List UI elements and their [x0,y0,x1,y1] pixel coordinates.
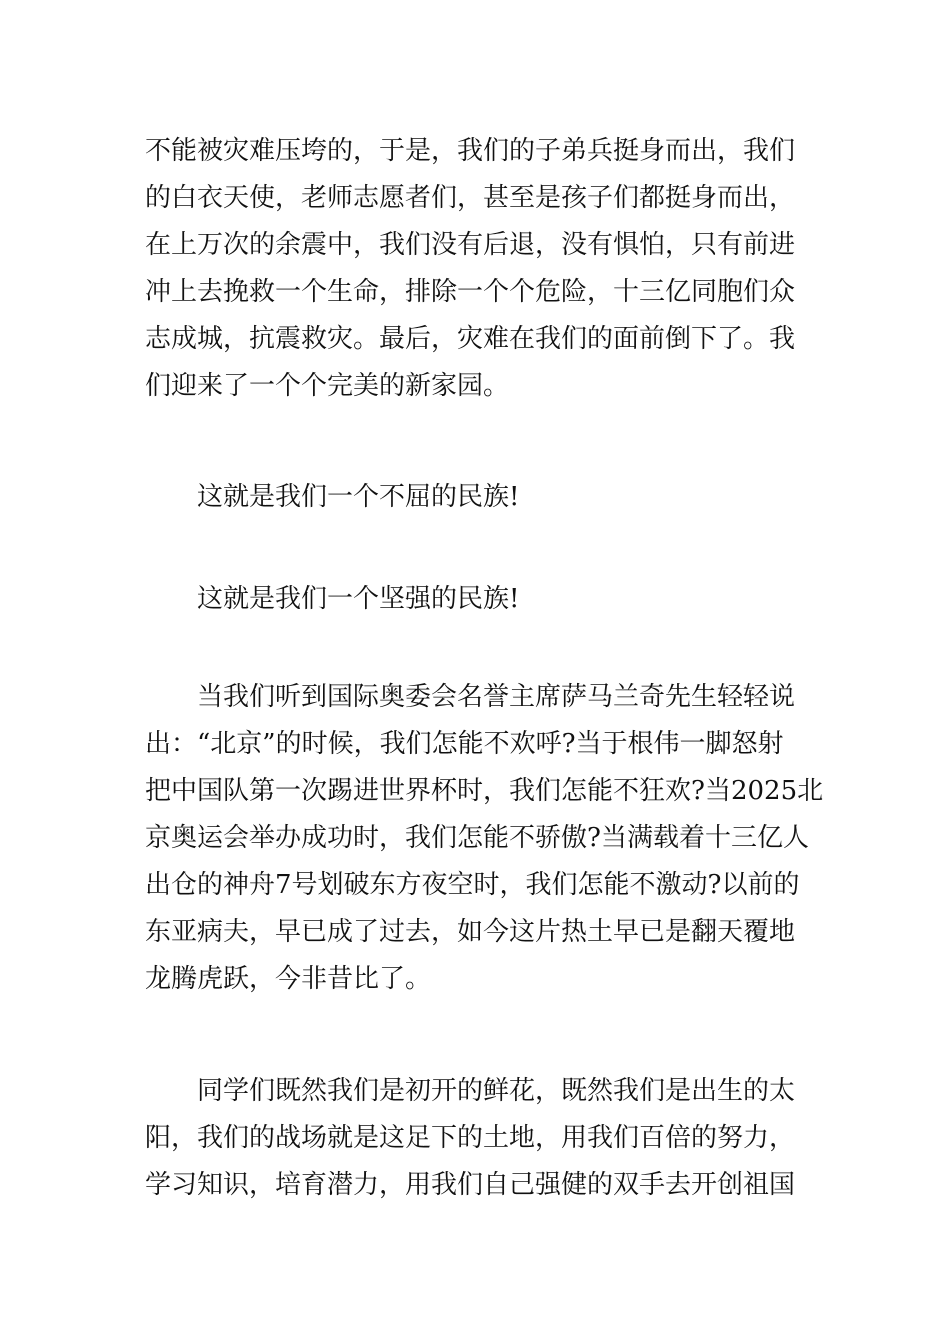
text-line: 龙腾虎跃，今非昔比了。 [145,964,432,994]
text-line: 们迎来了一个个完美的新家园。 [145,371,510,401]
text-line: 志成城，抗震救灾。最后，灾难在我们的面前倒下了。我 [145,324,796,354]
text-line: 京奥运会举办成功时，我们怎能不骄傲?当满载着十三亿人 [145,823,809,853]
paragraph-students [145,1068,810,1209]
text-line: 把中国队第一次踢进世界杯时，我们怎能不狂欢?当2025北 [145,776,824,806]
paragraph-unyielding-nation [145,474,810,521]
paragraph-national-pride [145,674,824,1003]
text-line: 出仓的神舟7号划破东方夜空时，我们怎能不激动?以前的 [145,870,800,900]
text-line: 这就是我们一个坚强的民族! [197,584,520,614]
text-line: 出：“北京”的时候，我们怎能不欢呼?当于根伟一脚怒射 [145,729,784,759]
text-line: 当我们听到国际奥委会名誉主席萨马兰奇先生轻轻说 [197,682,796,712]
text-line: 不能被灾难压垮的，于是，我们的子弟兵挺身而出，我们 [145,136,796,166]
text-line: 这就是我们一个不屈的民族! [197,482,520,512]
text-line: 在上万次的余震中，我们没有后退，没有惧怕，只有前进 [145,230,796,260]
text-line: 东亚病夫，早已成了过去，如今这片热土早已是翻天覆地 [145,917,796,947]
text-line: 的白衣天使，老师志愿者们，甚至是孩子们都挺身而出， [145,183,796,213]
paragraph-strong-nation [145,576,810,623]
text-line: 学习知识，培育潜力，用我们自己强健的双手去开创祖国 [145,1170,796,1200]
text-line: 同学们既然我们是初开的鲜花，既然我们是出生的太 [197,1076,796,1106]
paragraph-disaster-relief [145,128,810,410]
text-line: 阳，我们的战场就是这足下的土地，用我们百倍的努力， [145,1123,796,1153]
text-line: 冲上去挽救一个生命，排除一个个危险，十三亿同胞们众 [145,277,796,307]
